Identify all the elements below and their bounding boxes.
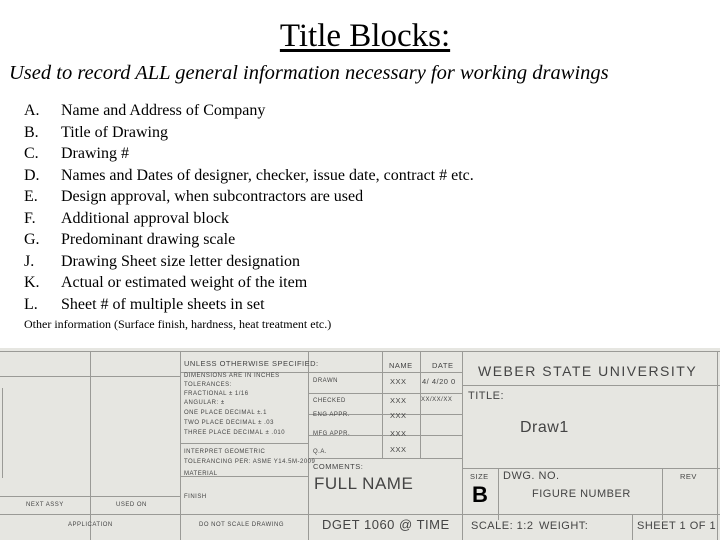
grid-line xyxy=(662,468,663,520)
grid-line xyxy=(308,393,462,394)
row-name: XXX xyxy=(390,396,407,405)
grid-line xyxy=(180,443,308,444)
item-text: Title of Drawing xyxy=(61,123,168,141)
dwg-no-label: DWG. NO. xyxy=(503,470,560,482)
unless-specified-label: UNLESS OTHERWISE SPECIFIED: xyxy=(184,359,319,368)
item-letter: J. xyxy=(24,252,35,270)
row-name: XXX xyxy=(390,411,407,420)
item-letter: K. xyxy=(24,274,40,291)
tolerance-line: FRACTIONAL ± 1/16 xyxy=(184,391,249,397)
course-field: DGET 1060 @ TIME xyxy=(322,517,450,532)
material-label: MATERIAL xyxy=(184,471,218,477)
list-item xyxy=(24,100,474,122)
page-subtitle: Used to record ALL general information necessary for working drawings xyxy=(9,62,609,84)
page-title: Title Blocks: xyxy=(279,18,451,54)
grid-line xyxy=(0,496,180,497)
item-text: Actual or estimated weight of the item xyxy=(61,274,308,291)
tolerance-line: TWO PLACE DECIMAL ± .03 xyxy=(184,420,274,426)
title-label: TITLE: xyxy=(468,390,505,402)
grid-line xyxy=(498,468,499,520)
sheet-number: SHEET 1 OF 1 xyxy=(637,520,717,532)
list-item xyxy=(24,208,474,230)
row-label: CHECKED xyxy=(313,398,346,404)
list-item xyxy=(24,251,474,273)
title-block-items-list xyxy=(24,100,474,315)
tolerance-line: ONE PLACE DECIMAL ±.1 xyxy=(184,410,267,416)
name-header: NAME xyxy=(389,361,413,370)
grid-line xyxy=(462,385,720,386)
other-information-note: Other information (Surface finish, hardness, heat treatment etc.) xyxy=(24,317,332,331)
list-item xyxy=(24,143,474,165)
item-letter: L. xyxy=(24,295,38,313)
grid-line xyxy=(382,351,383,459)
row-date: XX/XX/XX xyxy=(421,397,453,403)
sheet-size-letter: B xyxy=(472,482,489,507)
rev-label: REV xyxy=(680,472,697,481)
title-block-drawing xyxy=(0,348,720,540)
weight-label: WEIGHT: xyxy=(539,520,589,532)
list-item xyxy=(24,122,474,144)
grid-line xyxy=(0,514,720,515)
row-label: Q.A. xyxy=(313,449,328,455)
comments-label: COMMENTS: xyxy=(313,462,364,471)
grid-line xyxy=(717,351,718,540)
grid-line xyxy=(0,376,180,377)
item-text: Predominant drawing scale xyxy=(61,231,236,248)
list-item xyxy=(24,272,474,294)
used-on-label: USED ON xyxy=(116,502,147,508)
item-letter: D. xyxy=(24,166,40,184)
size-label: SIZE xyxy=(470,472,489,481)
item-text: Design approval, when subcontractors are used xyxy=(61,188,364,205)
item-text: Name and Address of Company xyxy=(61,102,266,119)
item-letter: G. xyxy=(24,231,40,248)
grid-line xyxy=(462,351,463,540)
top-border-line xyxy=(0,351,720,352)
drawing-title: Draw1 xyxy=(520,419,569,436)
list-item xyxy=(24,229,474,251)
left-edge-line xyxy=(2,388,3,478)
row-date: 4/ 4/20 0 xyxy=(422,377,456,386)
scale-label: SCALE: 1:2 xyxy=(471,520,534,532)
item-letter: C. xyxy=(24,145,39,162)
grid-line xyxy=(308,458,462,459)
item-text: Names and Dates of designer, checker, issue date, contract # etc. xyxy=(61,166,474,184)
finish-label: FINISH xyxy=(184,494,207,500)
list-item xyxy=(24,294,474,316)
company-name: WEBER STATE UNIVERSITY xyxy=(478,363,698,379)
item-text: Sheet # of multiple sheets in set xyxy=(61,295,265,313)
item-letter: F. xyxy=(24,209,36,227)
tolerance-line: TOLERANCES: xyxy=(184,382,232,388)
row-name: XXX xyxy=(390,445,407,454)
item-text: Drawing # xyxy=(61,145,129,162)
date-header: DATE xyxy=(432,361,454,370)
tolerance-line: ANGULAR: ± xyxy=(184,400,225,406)
full-name-field: FULL NAME xyxy=(314,474,414,493)
item-text: Drawing Sheet size letter designation xyxy=(61,252,301,270)
grid-line xyxy=(90,351,91,540)
next-assy-label: NEXT ASSY xyxy=(26,502,64,508)
row-label: MFG APPR. xyxy=(313,431,351,437)
grid-line xyxy=(180,351,181,540)
item-letter: E. xyxy=(24,188,38,205)
row-label: DRAWN xyxy=(313,378,338,384)
tolerance-line: THREE PLACE DECIMAL ± .010 xyxy=(184,430,286,436)
item-letter: B. xyxy=(24,123,39,141)
dwg-no-value: FIGURE NUMBER xyxy=(532,488,631,500)
row-label: ENG APPR. xyxy=(313,412,350,418)
grid-line xyxy=(420,351,421,459)
list-item xyxy=(24,186,474,208)
item-letter: A. xyxy=(24,102,40,119)
grid-line xyxy=(462,468,720,469)
list-item xyxy=(24,165,474,187)
row-name: XXX xyxy=(390,377,407,386)
grid-line xyxy=(632,514,633,540)
do-not-scale-label: DO NOT SCALE DRAWING xyxy=(199,522,285,528)
tolerance-line: DIMENSIONS ARE IN INCHES xyxy=(184,373,280,379)
application-label: APPLICATION xyxy=(68,522,113,528)
item-text: Additional approval block xyxy=(61,209,229,227)
tolerancing-standard: TOLERANCING PER: ASME Y14.5M-2009 xyxy=(184,459,316,465)
grid-line xyxy=(308,351,309,540)
row-name: XXX xyxy=(390,429,407,438)
interpret-label: INTERPRET GEOMETRIC xyxy=(184,449,266,455)
